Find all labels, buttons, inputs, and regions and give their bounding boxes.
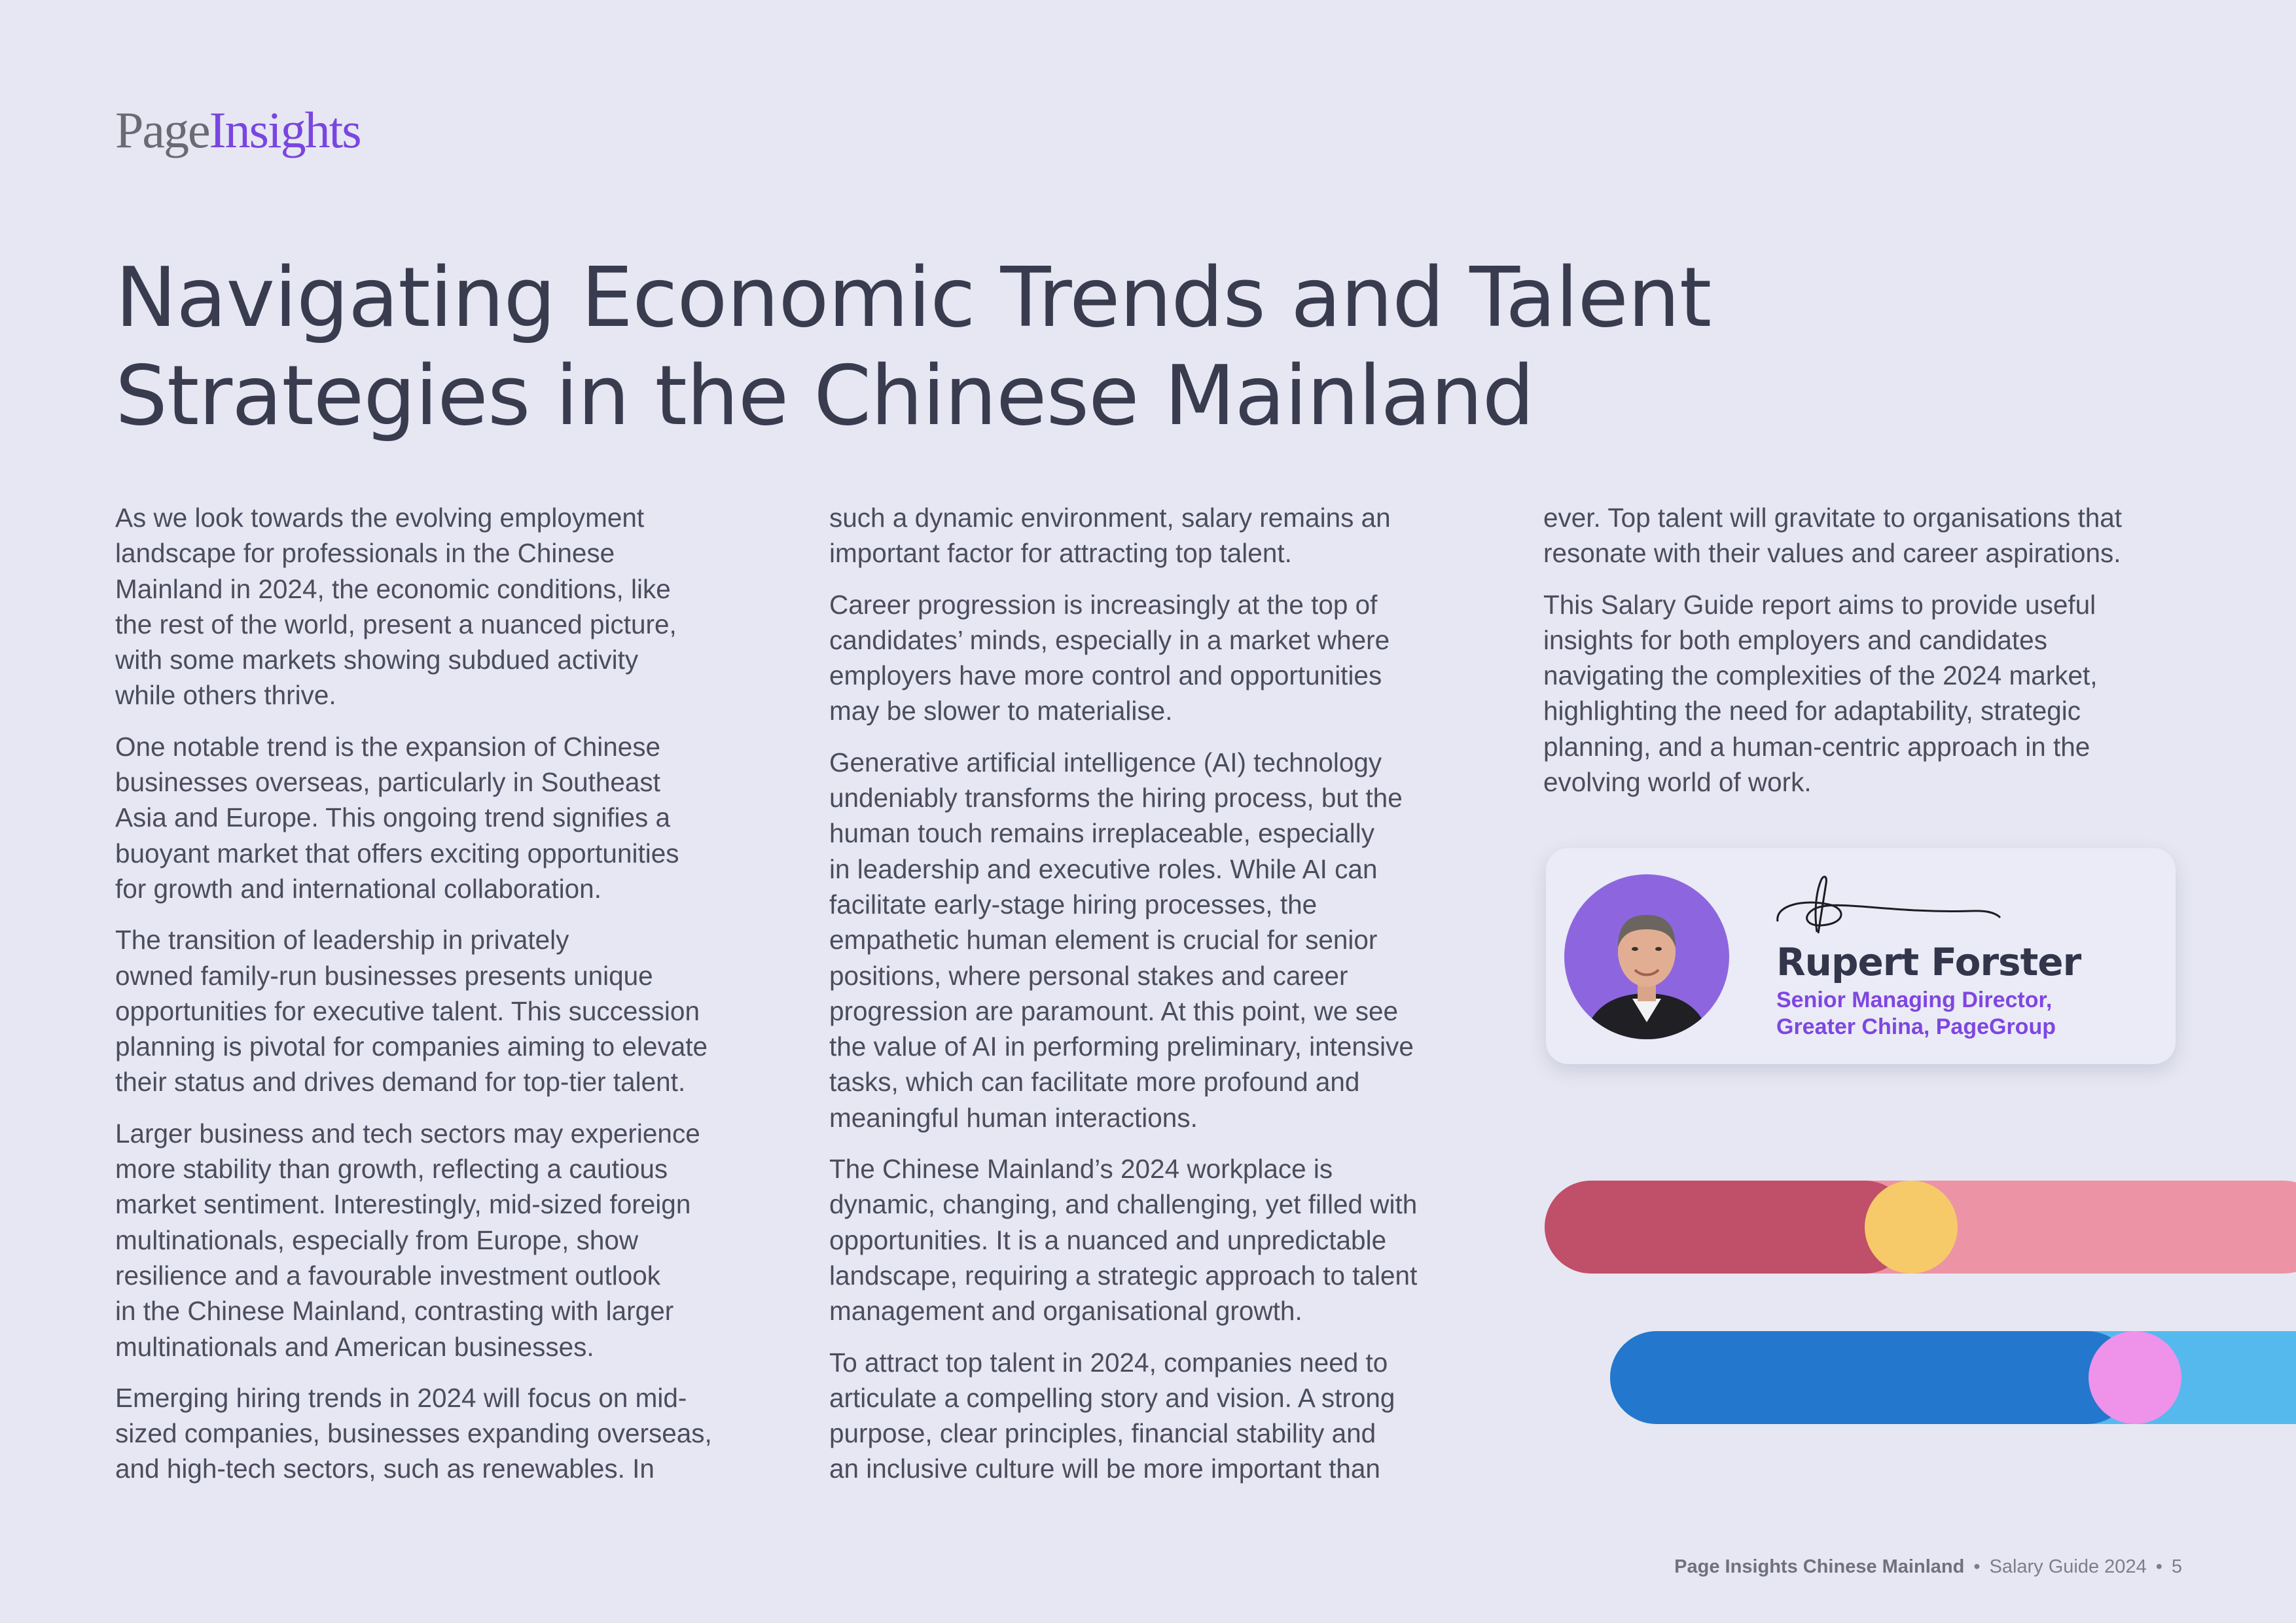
paragraph (115, 729, 776, 906)
text-line: owned family-run businesses presents unique (115, 960, 653, 991)
bar-red-dark (1545, 1181, 1911, 1274)
text-line: evolving world of work. (1543, 767, 1812, 798)
text-column-1 (115, 500, 776, 1503)
text-line: progression are paramount. At this point, we see (829, 995, 1398, 1026)
text-line: management and organisational growth. (829, 1296, 1302, 1327)
text-line: The transition of leadership in privately (115, 925, 569, 955)
signature-graphic (1775, 861, 2011, 940)
dot-yellow (1865, 1181, 1958, 1274)
text-line: human touch remains irreplaceable, especially (829, 818, 1374, 849)
person-role (1776, 987, 2056, 1041)
title-line: Navigating Economic Trends and Talent (115, 249, 1712, 346)
text-line: employers have more control and opportunities (829, 660, 1382, 691)
paragraph (829, 587, 1490, 729)
text-line: landscape for professionals in the Chinese (115, 538, 615, 569)
role-line: Greater China, PageGroup (1776, 1014, 2056, 1039)
text-line: buoyant market that offers exciting opportunities (115, 838, 679, 868)
text-line: candidates’ minds, especially in a market where (829, 624, 1390, 655)
text-line: navigating the complexities of the 2024 market, (1543, 660, 2098, 691)
text-line: Mainland in 2024, the economic conditions, like (115, 573, 671, 604)
paragraph (115, 922, 776, 1099)
text-line: articulate a compelling story and vision. A strong (829, 1382, 1395, 1413)
text-line: meaningful human interactions. (829, 1102, 1198, 1133)
text-line: with some markets showing subdued activity (115, 645, 639, 675)
text-line: To attract top talent in 2024, companies need to (829, 1347, 1388, 1378)
paragraph (115, 1380, 776, 1487)
separator-dot: • (1973, 1556, 1981, 1577)
title-line: Strategies in the Chinese Mainland (115, 348, 1534, 444)
text-line: their status and drives demand for top-tier talent. (115, 1067, 686, 1097)
text-line: insights for both employers and candidates (1543, 624, 2047, 655)
footer-publication: Page Insights Chinese Mainland (1674, 1556, 1965, 1577)
text-line: important factor for attracting top talent. (829, 538, 1292, 569)
text-line: multinationals and American businesses. (115, 1331, 594, 1362)
text-line: landscape, requiring a strategic approach to talent (829, 1260, 1418, 1291)
text-line: while others thrive. (115, 680, 336, 711)
text-line: dynamic, changing, and challenging, yet filled with (829, 1189, 1418, 1220)
author-card (1546, 848, 2176, 1064)
paragraph (829, 1345, 1490, 1487)
text-line: empathetic human element is crucial for senior (829, 925, 1378, 955)
text-line: the rest of the world, present a nuanced picture, (115, 609, 677, 639)
text-line: facilitate early-stage hiring processes, the (829, 889, 1318, 919)
bar-blue-dark (1610, 1331, 2134, 1424)
logo-part-insights: Insights (209, 101, 361, 158)
text-line: planning is pivotal for companies aiming to elevate (115, 1031, 708, 1062)
text-line: Emerging hiring trends in 2024 will focus on mid- (115, 1382, 687, 1413)
text-line: tasks, which can facilitate more profound and (829, 1067, 1360, 1097)
text-column-3 (1543, 500, 2204, 815)
text-line: businesses overseas, particularly in Southeast (115, 767, 660, 798)
text-line: This Salary Guide report aims to provide useful (1543, 589, 2096, 620)
text-line: market sentiment. Interestingly, mid-sized foreign (115, 1189, 691, 1220)
text-line: One notable trend is the expansion of Chinese (115, 731, 661, 762)
page-number: 5 (2171, 1556, 2182, 1577)
footer-guide: Salary Guide 2024 (1989, 1556, 2147, 1577)
logo-part-page: Page (115, 101, 209, 158)
avatar (1564, 874, 1729, 1039)
text-line: such a dynamic environment, salary remains an (829, 503, 1391, 533)
text-line: resilience and a favourable investment outlook (115, 1260, 660, 1291)
text-line: As we look towards the evolving employment (115, 503, 645, 533)
text-line: may be slower to materialise. (829, 696, 1173, 726)
person-name: Rupert Forster (1776, 940, 2081, 984)
paragraph (829, 745, 1490, 1135)
text-line: highlighting the need for adaptability, strategic (1543, 696, 2081, 726)
paragraph (115, 500, 776, 713)
page-footer (1674, 1556, 2182, 1578)
text-line: Generative artificial intelligence (AI) technology (829, 747, 1382, 777)
text-line: the value of AI in performing preliminary, intensive (829, 1031, 1414, 1062)
text-line: more stability than growth, reflecting a cautious (115, 1154, 668, 1185)
text-line: resonate with their values and career aspirations. (1543, 538, 2121, 569)
text-line: positions, where personal stakes and career (829, 960, 1348, 991)
paragraph (829, 500, 1490, 571)
paragraph (829, 1151, 1490, 1329)
page-insights-logo (115, 101, 361, 158)
text-line: ever. Top talent will gravitate to organisations that (1543, 503, 2123, 533)
role-line: Senior Managing Director, (1776, 988, 2053, 1012)
text-line: in leadership and executive roles. While AI can (829, 853, 1378, 884)
text-line: Larger business and tech sectors may experience (115, 1118, 700, 1149)
text-line: Asia and Europe. This ongoing trend signifies a (115, 802, 671, 833)
paragraph (115, 1116, 776, 1364)
text-line: purpose, clear principles, financial stability and (829, 1418, 1376, 1449)
text-line: opportunities for executive talent. This succession (115, 995, 700, 1026)
text-line: in the Chinese Mainland, contrasting with larger (115, 1296, 674, 1327)
paragraph (1543, 500, 2204, 571)
text-line: for growth and international collaboration. (115, 873, 601, 904)
dot-pink (2089, 1331, 2181, 1424)
text-line: an inclusive culture will be more important than (829, 1454, 1380, 1484)
text-line: sized companies, businesses expanding overseas, (115, 1418, 712, 1449)
paragraph (1543, 587, 2204, 800)
separator-dot: • (2155, 1556, 2162, 1577)
text-line: Career progression is increasingly at the top of (829, 589, 1378, 620)
text-line: and high-tech sectors, such as renewables. In (115, 1454, 655, 1484)
text-line: opportunities. It is a nuanced and unpredictable (829, 1224, 1387, 1255)
text-line: multinationals, especially from Europe, show (115, 1224, 639, 1255)
portrait-illustration (1564, 874, 1729, 1039)
text-line: undeniably transforms the hiring process, but the (829, 783, 1403, 813)
page-title (115, 249, 1882, 445)
text-column-2 (829, 500, 1490, 1503)
text-line: planning, and a human-centric approach in the (1543, 731, 2090, 762)
decorative-bars (1538, 1171, 2296, 1427)
text-line: The Chinese Mainland’s 2024 workplace is (829, 1154, 1333, 1185)
